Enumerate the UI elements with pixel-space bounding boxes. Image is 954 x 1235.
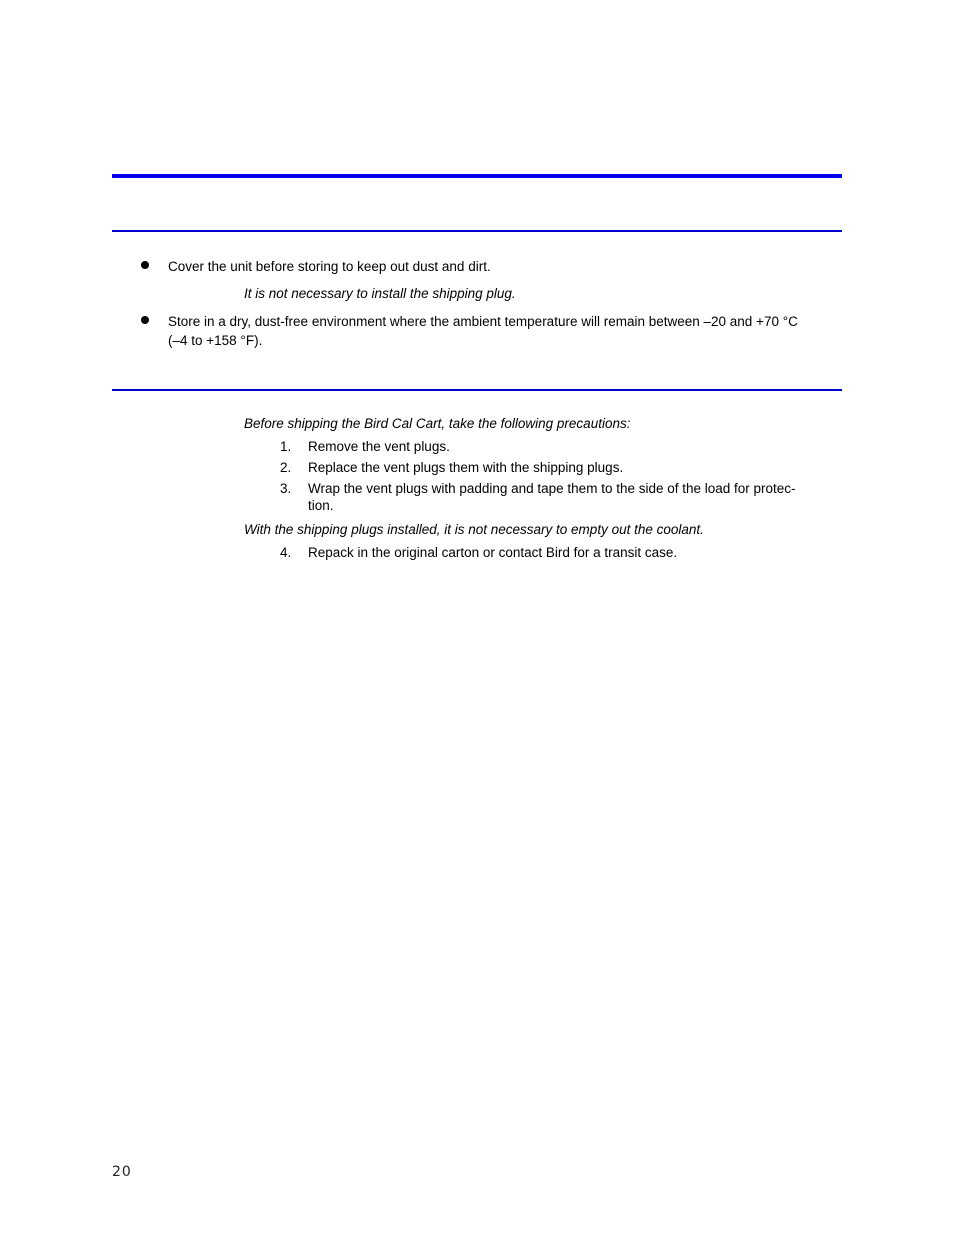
storage-bullet-2-line-1: Store in a dry, dust-free environment where the ambient temperature will remain between –20 and +70 °C — [168, 314, 798, 329]
bullet-icon — [141, 261, 149, 269]
step-number: 3. — [280, 481, 292, 496]
step-text: Repack in the original carton or contact Bird for a transit case. — [308, 545, 678, 560]
storage-note: It is not necessary to install the shipping plug. — [244, 286, 516, 301]
shipping-note: With the shipping plugs installed, it is not necessary to empty out the coolant. — [244, 522, 704, 537]
step-text: Replace the vent plugs them with the shipping plugs. — [308, 460, 624, 475]
storage-bullet-1: Cover the unit before storing to keep out dust and dirt. — [168, 259, 491, 274]
step-number: 4. — [280, 545, 292, 560]
step-number: 1. — [280, 439, 292, 454]
bullet-icon — [141, 316, 149, 324]
shipping-section-rule — [112, 389, 842, 391]
storage-bullet-2-line-2: (–4 to +158 °F). — [168, 333, 263, 348]
step-text: Remove the vent plugs. — [308, 439, 450, 454]
shipping-intro: Before shipping the Bird Cal Cart, take the following precautions: — [244, 416, 631, 431]
storage-section-rule — [112, 230, 842, 232]
header-rule — [112, 174, 842, 178]
step-text: Wrap the vent plugs with padding and tape them to the side of the load for protec- — [308, 481, 796, 496]
step-text-continuation: tion. — [308, 498, 334, 513]
page-number: 20 — [112, 1164, 132, 1180]
step-number: 2. — [280, 460, 292, 475]
